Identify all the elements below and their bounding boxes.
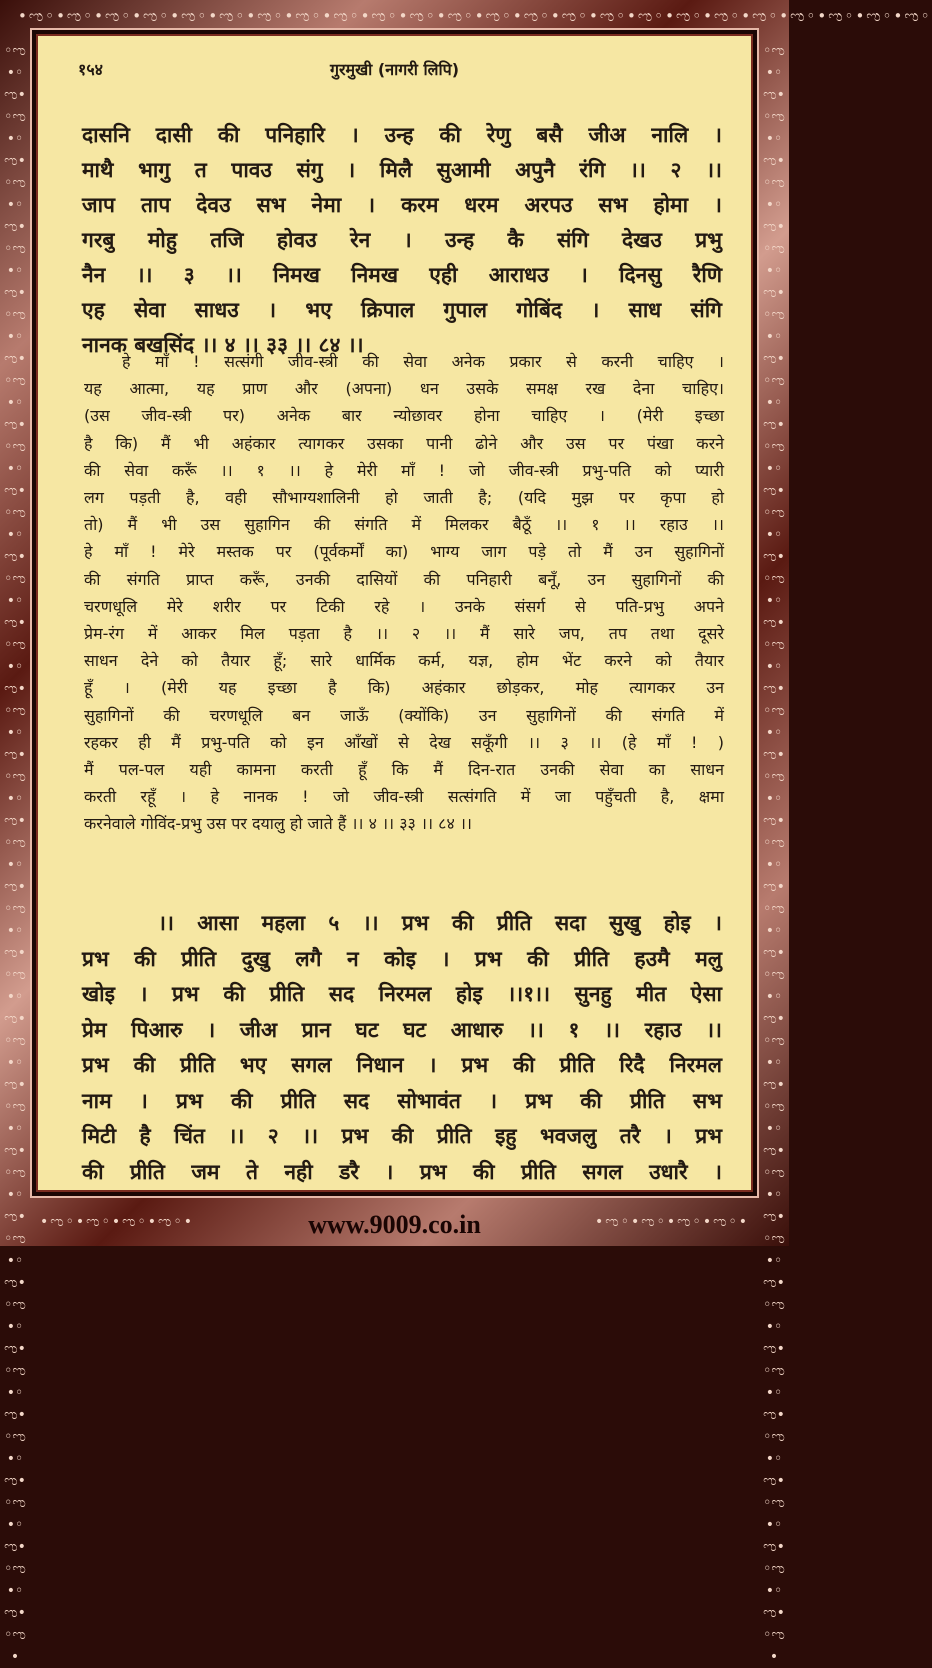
- verse-line: प्रेम पिआरु । जीअ प्रान घट घट आधारु ।। १ ।। रहाउ ।।: [82, 1017, 722, 1042]
- translation-line: करनेवाले गोविंद-प्रभु उस पर दयालु हो जाते हैं ।। ४ ।। ३३ ।। ८४ ।।: [84, 814, 472, 834]
- verse-line: प्रभ की प्रीति दुखु लगै न कोइ । प्रभ की प्रीति हउमै मलु: [82, 946, 722, 971]
- scripture-page: [36, 34, 753, 1192]
- translation-block: [84, 348, 724, 838]
- verse-block-2: [82, 906, 722, 1190]
- page-title: गुरमुखी (नागरी लिपि): [329, 60, 460, 79]
- footer-ornament-left: •ಌ◦•ಌ◦•ಌ◦•ಌ◦•: [40, 1214, 194, 1230]
- translation-line: चरणधूलि मेरे शरीर पर टिकी रहे । उनके संसर्ग से पति-प्रभु अपने: [84, 596, 724, 616]
- translation-line: हूँ । (मेरी यह इच्छा है कि) अहंकार छोड़कर, मोह त्यागकर उन: [84, 678, 724, 698]
- translation-line: तो) मैं भी उस सुहागिन की संगति में मिलकर बैठूँ ।। १ ।। रहाउ ।।: [84, 515, 724, 535]
- translation-line: सुहागिनों की चरणधूलि बन जाऊँ (क्योंकि) उन सुहागिनों की संगति में: [84, 705, 724, 725]
- translation-line: करती रहूँ । हे नानक ! जो जीव-स्त्री सत्संगति में जा पहुँचती है, क्षमा: [84, 787, 724, 807]
- verse-line: खोइ । प्रभ की प्रीति सद निरमल होइ ।।१।। सुनहु मीत ऐसा: [82, 982, 722, 1006]
- verse-line: मिटी है चिंत ।। २ ।। प्रभ की प्रीति इहु भवजलु तरै । प्रभ: [82, 1124, 722, 1148]
- left-ornament: ◦ಌ•◦ಌ•◦ಌ•◦ಌ•◦ಌ•◦ಌ•◦ಌ•◦ಌ•◦ಌ•◦ಌ•◦ಌ•◦ಌ•◦ಌ•◦ಌ•◦ಌ•◦ಌ•◦ಌ•◦ಌ•◦ಌ•◦ಌ•◦ಌ•◦ಌ•◦ಌ•◦ಌ•◦ಌ•◦ಌ•◦ಌ•◦ಌ•◦ಌ•◦ಌ•◦ಌ•◦ಌ•◦ಌ•◦ಌ•◦ಌ•◦ಌ•◦ಌ•◦ಌ•◦ಌ•◦ಌ•◦ಌ•◦ಌ•◦ಌ•◦ಌ•◦ಌ•◦ಌ•◦ಌ•◦ಌ•◦ಌ•: [4, 43, 26, 1665]
- verse-line: दासनि दासी की पनिहारि । उन्ह की रेणु बसै जीअ नालि ।: [82, 123, 722, 147]
- footer-ornament-right: •ಌ◦•ಌ◦•ಌ◦•ಌ◦•: [595, 1214, 749, 1230]
- translation-line: हे माँ ! सत्संगी जीव-स्त्री की सेवा अनेक प्रकार से करनी चाहिए ।: [122, 352, 724, 371]
- verse-line: की प्रीति जम ते नही डरै । प्रभ की प्रीति सगल उधारै ।: [82, 1159, 722, 1184]
- translation-line: साधन देने को तैयार हूँ; सारे धार्मिक कर्म, यज्ञ, होम भेंट करने को तैयार: [84, 651, 724, 671]
- page-header: [78, 58, 711, 82]
- translation-line: मैं पल-पल यही कामना करती हूँ कि मैं दिन-रात उनकी सेवा का साधन: [84, 760, 724, 780]
- translation-line: लग पड़ती है, वही सौभाग्यशालिनी हो जाती है; (यदि मुझ पर कृपा हो: [84, 488, 724, 508]
- verse-line: प्रभ की प्रीति भए सगल निधान । प्रभ की प्रीति रिदै निरमल: [82, 1053, 722, 1077]
- verse-line: एह सेवा साधउ । भए क्रिपाल गुपाल गोबिंद । साध संगि: [82, 298, 722, 322]
- top-ornament: •ಌ◦•ಌ◦•ಌ◦•ಌ◦•ಌ◦•ಌ◦•ಌ◦•ಌ◦•ಌ◦•ಌ◦•ಌ◦•ಌ◦•ಌ◦•ಌ◦•ಌ◦•ಌ◦•ಌ◦•ಌ◦•ಌ◦•ಌ◦•ಌ◦•ಌ◦•ಌ◦•ಌ◦: [18, 7, 932, 25]
- verse-line: जाप ताप देवउ सभ नेमा । करम धरम अरपउ सभ होमा ।: [82, 193, 722, 217]
- verse-line: गरबु मोहु तजि होवउ रेन । उन्ह कै संगि देखउ प्रभु: [82, 228, 722, 252]
- page-number: १५४: [78, 60, 103, 79]
- translation-line: की संगति प्राप्त करूँ, उनकी दासियों की पनिहारी बनूँ, उन सुहागिनों की: [84, 569, 724, 589]
- verse-line: नैन ।। ३ ।। निमख निमख एही आराधउ । दिनसु रैणि: [82, 263, 722, 287]
- website-footer: www.9009.co.in: [308, 1210, 481, 1239]
- translation-line: हे माँ ! मेरे मस्तक पर (पूर्वकर्मों का) भाग्य जाग पड़े तो मैं उन सुहागिनों: [84, 542, 724, 562]
- translation-line: प्रेम-रंग में आकर मिल पड़ता है ।। २ ।। मैं सारे जप, तप तथा दूसरे: [84, 624, 724, 644]
- verse-line: नानक बखसिंद ।। ४ ।। ३३ ।। ८४ ।।: [82, 333, 364, 357]
- translation-line: रहकर ही मैं प्रभु-पति को इन आँखों से देख सकूँगी ।। ३ ।। (हे माँ ! ): [84, 732, 724, 752]
- verse-line: माथै भागु त पावउ संगु । मिलै सुआमी अपुनै रंगि ।। २ ।।: [82, 158, 722, 182]
- translation-line: है कि) मैं भी अहंकार त्यागकर उसका पानी ढोने और उस पर पंखा करने: [84, 433, 724, 453]
- right-ornament: ◦ಌ•◦ಌ•◦ಌ•◦ಌ•◦ಌ•◦ಌ•◦ಌ•◦ಌ•◦ಌ•◦ಌ•◦ಌ•◦ಌ•◦ಌ•◦ಌ•◦ಌ•◦ಌ•◦ಌ•◦ಌ•◦ಌ•◦ಌ•◦ಌ•◦ಌ•◦ಌ•◦ಌ•◦ಌ•◦ಌ•◦ಌ•◦ಌ•◦ಌ•◦ಌ•◦ಌ•◦ಌ•◦ಌ•◦ಌ•◦ಌ•◦ಌ•◦ಌ•◦ಌ•◦ಌ•◦ಌ•◦ಌ•◦ಌ•◦ಌ•◦ಌ•◦ಌ•◦ಌ•◦ಌ•◦ಌ•◦ಌ•: [763, 43, 785, 1665]
- verse-line: ।। आसा महला ५ ।। प्रभ की प्रीति सदा सुखु होइ ।: [158, 911, 722, 935]
- translation-line: यह आत्मा, यह प्राण और (अपना) धन उसके समक्ष रख देना चाहिए।: [84, 379, 724, 399]
- verse-line: नाम । प्रभ की प्रीति सद सोभावंत । प्रभ की प्रीति सभ: [82, 1088, 722, 1113]
- verse-block-1: [82, 118, 722, 363]
- translation-line: (उस जीव-स्त्री पर) अनेक बार न्योछावर होना चाहिए । (मेरी इच्छा: [84, 406, 724, 426]
- translation-line: की सेवा करूँ ।। १ ।। हे मेरी माँ ! जो जीव-स्त्री प्रभु-पति को प्यारी: [84, 460, 724, 480]
